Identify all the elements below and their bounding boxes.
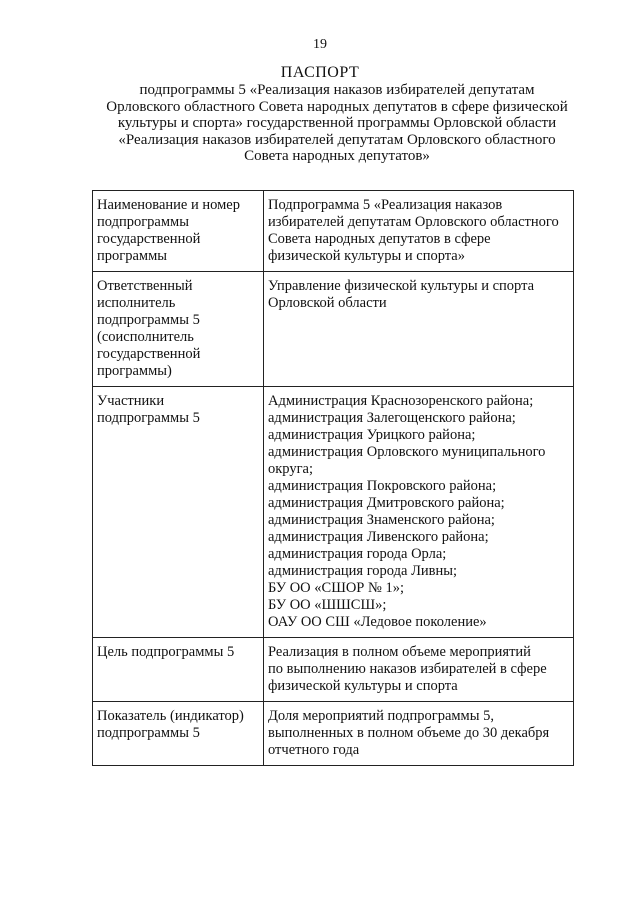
row-value-cell (264, 638, 574, 702)
row-label-line: Показатель (индикатор) (97, 708, 244, 724)
row-value-line: Совета народных депутатов в сфере (268, 231, 491, 247)
row-label-line: Наименование и номер (97, 197, 240, 213)
row-label-line: программы) (97, 363, 172, 379)
row-value-line: отчетного года (268, 742, 360, 758)
row-label-line: подпрограммы 5 (97, 312, 200, 328)
row-label-cell (93, 638, 264, 702)
row-value-line: Управление физической культуры и спорта (268, 278, 535, 294)
row-value-line: БУ ОО «ШШСШ»; (268, 597, 387, 613)
passport-table (92, 190, 574, 766)
row-label-line: подпрограммы (97, 214, 189, 230)
row-label-line: государственной (97, 346, 201, 362)
table-row (93, 387, 574, 638)
row-value-cell (264, 702, 574, 766)
subtitle-line: подпрограммы 5 «Реализация наказов избирателей депутатам (139, 82, 535, 98)
row-label-cell (93, 702, 264, 766)
row-label-line: подпрограммы 5 (97, 725, 200, 741)
row-label-line: государственной (97, 231, 201, 247)
page-number: 19 (313, 37, 327, 52)
row-value-line: Реализация в полном объеме мероприятий (268, 644, 531, 660)
row-value-line: Доля мероприятий подпрограммы 5, (268, 708, 494, 724)
row-value-line: администрация Урицкого района; (268, 427, 476, 443)
row-value-line: Администрация Краснозоренского района; (268, 393, 534, 409)
row-value-line: физической культуры и спорта» (268, 248, 465, 264)
row-label-line: подпрограммы 5 (97, 410, 200, 426)
row-label-line: Ответственный (97, 278, 193, 294)
row-value-line: администрация Залегощенского района; (268, 410, 516, 426)
row-value-line: администрация города Орла; (268, 546, 447, 562)
document-title: ПАСПОРТ (280, 64, 360, 81)
passport-table-body (93, 191, 574, 766)
row-label-line: программы (97, 248, 167, 264)
row-value-line: по выполнению наказов избирателей в сфере (268, 661, 547, 677)
row-label-line: исполнитель (97, 295, 176, 311)
row-value-line: БУ ОО «СШОР № 1»; (268, 580, 404, 596)
table-row (93, 191, 574, 272)
row-value-line: ОАУ ОО СШ «Ледовое поколение» (268, 614, 487, 630)
row-value-line: администрация Знаменского района; (268, 512, 495, 528)
row-value-line: физической культуры и спорта (268, 678, 458, 694)
row-label-line: (соисполнитель (97, 329, 194, 345)
subtitle-line: культуры и спорта» государственной программы Орловской области (117, 115, 557, 132)
row-value-line: администрация Орловского муниципального (268, 444, 546, 460)
row-label-line: Участники (97, 393, 165, 409)
row-value-line: Подпрограмма 5 «Реализация наказов (268, 197, 503, 213)
row-value-cell (264, 272, 574, 387)
row-value-line: Орловской области (268, 295, 387, 311)
row-label-cell (93, 272, 264, 387)
row-value-line: администрация Ливенского района; (268, 529, 489, 545)
row-value-line: избирателей депутатам Орловского областного (268, 214, 559, 230)
table-row (93, 702, 574, 766)
row-label-cell (93, 387, 264, 638)
subtitle-line: Орловского областного Совета народных депутатов в сфере физической (106, 98, 568, 115)
row-value-line: администрация Дмитровского района; (268, 495, 505, 511)
row-value-line: администрация Покровского района; (268, 478, 497, 494)
table-row (93, 638, 574, 702)
subtitle-line: «Реализация наказов избирателей депутатам Орловского областного (118, 131, 556, 148)
row-value-line: администрация города Ливны; (268, 563, 458, 579)
row-label-line: Цель подпрограммы 5 (97, 644, 235, 660)
row-label-cell (93, 191, 264, 272)
row-value-cell (264, 387, 574, 638)
row-value-cell (264, 191, 574, 272)
subtitle-line: Совета народных депутатов» (244, 148, 430, 165)
table-row (93, 272, 574, 387)
document-subtitle (96, 82, 578, 165)
row-value-line: выполненных в полном объеме до 30 декабря (268, 725, 550, 741)
row-value-line: округа; (268, 461, 314, 477)
